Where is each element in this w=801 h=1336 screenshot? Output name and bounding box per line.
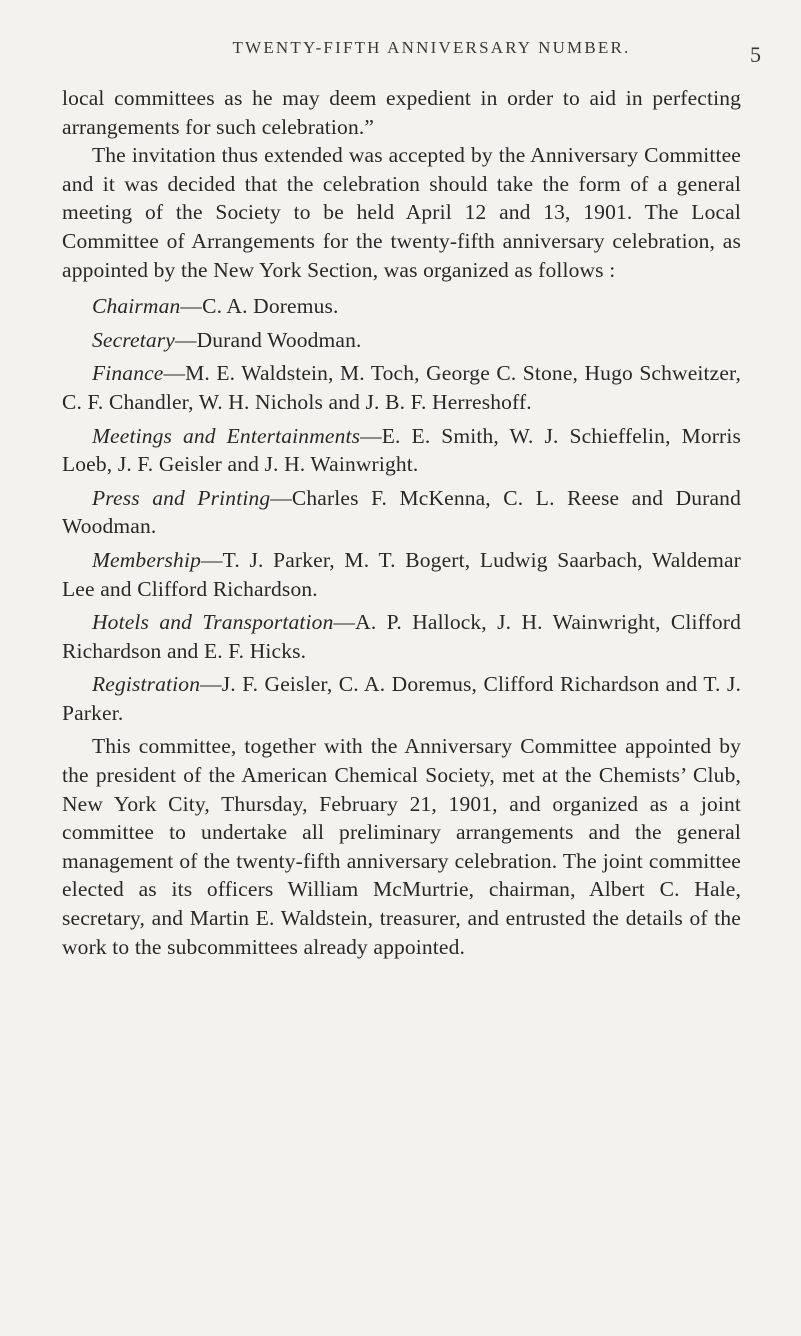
committee-entry-secretary: Secretary—Durand Woodman. — [92, 327, 362, 352]
committee-members: Charles F. McKenna, C. L. Reese and Durand Woodman. — [62, 485, 741, 539]
committee-members: C. A. Doremus. — [202, 294, 339, 319]
page-number: 5 — [750, 42, 761, 67]
committee-entry-hotels: Hotels and Transportation—A. P. Hallock, J. H. Wainwright, Clifford Richardson and E. F. Hicks. — [62, 610, 741, 663]
committee-role: Finance — [92, 361, 164, 386]
committee-entry-finance: Finance—M. E. Waldstein, M. Toch, George C. Stone, Hugo Schweitzer, C. F. Chandler, W. H. Nichols and J. B. F. Herreshoff. — [62, 361, 741, 414]
committee-role: Chairman — [92, 294, 181, 319]
committee-members: A. P. Hallock, J. H. Wainwright, Clifford Richardson and E. F. Hicks. — [62, 610, 741, 663]
committee-role: Press and Printing — [92, 485, 271, 510]
committee-role: Membership — [92, 547, 201, 572]
committee-role: Secretary — [92, 327, 175, 352]
committee-role: Registration — [92, 672, 201, 697]
committee-members: E. E. Smith, W. J. Schieffelin, Morris Loeb, J. F. Geisler and J. H. Wainwright. — [62, 423, 741, 477]
committee-list — [62, 292, 741, 727]
committee-members: T. J. Parker, M. T. Bogert, Ludwig Saarbach, Waldemar Lee and Clifford Richardson. — [62, 547, 741, 601]
committee-entry-chairman: Chairman—C. A. Doremus. — [92, 294, 339, 319]
paragraph-continuation: local committees as he may deem expedient in order to aid in perfecting arrangements for such celebration.” — [62, 86, 741, 139]
page-header — [62, 38, 761, 68]
paragraph-joint-committee: This committee, together with the Anniversary Committee appointed by the president of the American Chemical Society, met at the Chemists’ Club, New York City, Thursday, February 21, 1901, and organized as a joint committee to undertake all preliminary arrangements and the general management of the twenty-fifth anniversary celebration. The joint committee elected as its officers William McMurtrie, chairman, Albert C. Hale, secretary, and Martin E. Waldstein, treasurer, and entrusted the details of the work to the subcommittees already appointed. — [62, 734, 741, 959]
committee-members: Durand Woodman. — [196, 327, 362, 352]
committee-members: J. F. Geisler, C. A. Doremus, Clifford Richardson and T. J. Parker. — [62, 672, 741, 725]
committee-entry-meetings: Meetings and Entertainments—E. E. Smith, W. J. Schieffelin, Morris Loeb, J. F. Geisler and J. H. Wainwright. — [62, 423, 741, 477]
running-head: TWENTY-FIFTH ANNIVERSARY NUMBER. — [232, 38, 631, 57]
committee-role: Meetings and Entertainments — [92, 423, 361, 448]
body-text — [62, 84, 741, 961]
committee-role: Hotels and Transportation — [92, 610, 334, 635]
committee-entry-press: Press and Printing—Charles F. McKenna, C. L. Reese and Durand Woodman. — [62, 485, 741, 539]
committee-members: M. E. Waldstein, M. Toch, George C. Stone, Hugo Schweitzer, C. F. Chandler, W. H. Nichols and J. B. F. Herreshoff. — [62, 361, 741, 414]
committee-entry-membership: Membership—T. J. Parker, M. T. Bogert, Ludwig Saarbach, Waldemar Lee and Clifford Richardson. — [62, 547, 741, 601]
committee-entry-registration: Registration—J. F. Geisler, C. A. Doremus, Clifford Richardson and T. J. Parker. — [62, 672, 741, 725]
paragraph-invitation: The invitation thus extended was accepted by the Anniversary Committee and it was decided that the celebration should take the form of a general meeting of the Society to be held April 12 and 13, 1901. The Local Committee of Arrangements for the twenty-fifth anniversary celebration, as appointed by the New York Section, was organized as follows : — [62, 143, 741, 282]
